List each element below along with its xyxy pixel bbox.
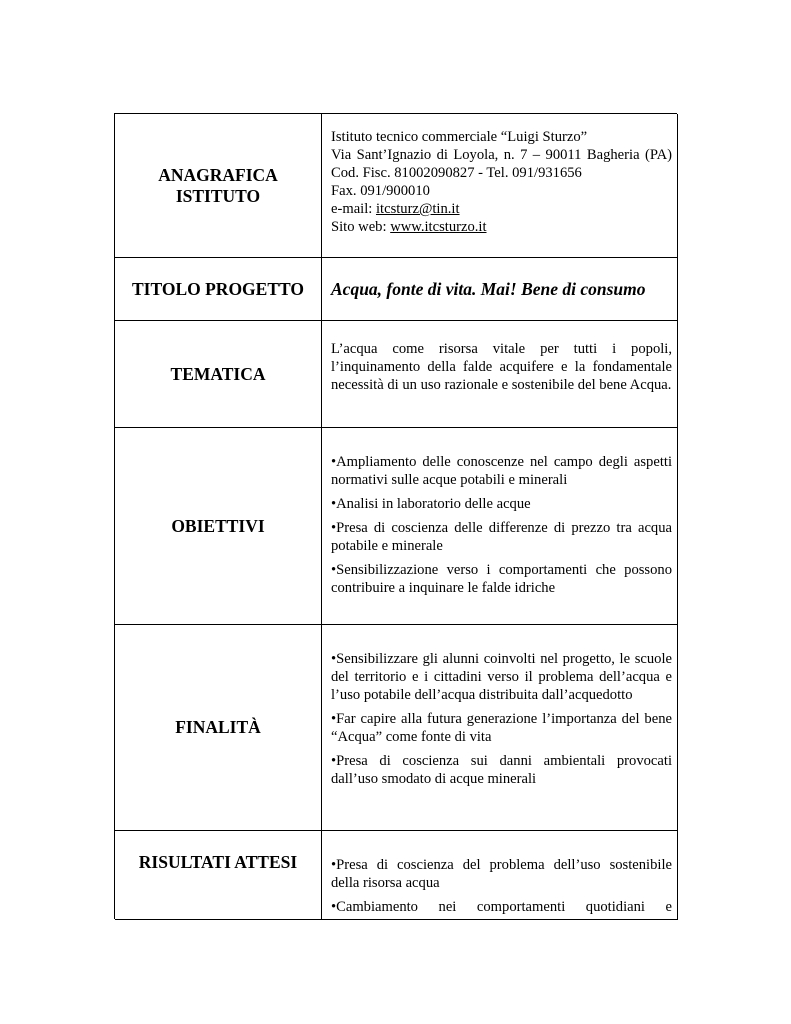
finalita-item: •Sensibilizzare gli alunni coinvolti nel progetto, le scuole del territorio e i cittadini verso il problema dell’acqua e l’uso potabile dell’acqua distribuita dall’acquedotto (331, 651, 672, 703)
finalita-item: •Far capire alla futura generazione l’importanza del bene “Acqua” come fonte di vita (331, 711, 672, 745)
label-finalita: FINALITÀ (115, 625, 322, 830)
label-anagrafica-line1: ANAGRAFICA (158, 164, 278, 185)
risultati-item: •Cambiamento nei comportamenti quotidiani e (331, 899, 672, 915)
content-titolo (322, 258, 678, 320)
label-titolo: TITOLO PROGETTO (115, 258, 322, 320)
content-anagrafica (322, 114, 678, 257)
row-risultati (115, 831, 678, 920)
web-prefix: Sito web: (331, 219, 391, 235)
label-anagrafica (115, 114, 322, 257)
tematica-text: L’acqua come risorsa vitale per tutti i popoli, l’inquinamento della falde acquifere e la fondamentale necessità di un uso razionale e sostenibile del bene Acqua. (331, 341, 672, 393)
content-finalita (322, 625, 678, 830)
risultati-item: •Presa di coscienza del problema dell’uso sostenibile della risorsa acqua (331, 857, 672, 891)
email-link[interactable]: itcsturz@tin.it (375, 201, 460, 217)
project-title: Acqua, fonte di vita. Mai! Bene di consumo (331, 278, 646, 299)
label-tematica: TEMATICA (115, 321, 322, 427)
obiettivi-item: •Ampliamento delle conoscenze nel campo degli aspetti normativi sulle acque potabili e minerali (331, 454, 672, 488)
row-anagrafica (115, 114, 678, 258)
finalita-item: •Presa di coscienza sui danni ambientali provocati dall’uso smodato di acque minerali (331, 753, 672, 787)
content-obiettivi (322, 428, 678, 624)
project-table (114, 113, 677, 919)
content-tematica (322, 321, 678, 427)
label-anagrafica-line2: ISTITUTO (175, 185, 261, 206)
row-tematica (115, 321, 678, 428)
row-obiettivi (115, 428, 678, 625)
label-risultati: RISULTATI ATTESI (115, 831, 322, 919)
row-titolo (115, 258, 678, 321)
content-risultati (322, 831, 678, 919)
obiettivi-item: •Sensibilizzazione verso i comportamenti che possono contribuire a inquinare le falde idriche (331, 562, 672, 596)
web-link[interactable]: www.itcsturzo.it (390, 219, 487, 235)
obiettivi-item: •Presa di coscienza delle differenze di prezzo tra acqua potabile e minerale (331, 520, 672, 554)
row-finalita (115, 625, 678, 831)
label-obiettivi: OBIETTIVI (115, 428, 322, 624)
institute-fax: Fax. 091/900010 (331, 183, 430, 199)
institute-address: Via Sant’Ignazio di Loyola, n. 7 – 90011 Bagheria (PA) Cod. Fisc. 81002090827 - Tel. 091/931656 (331, 147, 672, 181)
institute-name: Istituto tecnico commerciale “Luigi Sturzo” (331, 129, 588, 145)
institute-web-line (331, 218, 672, 236)
institute-email-line (331, 200, 672, 218)
email-prefix: e-mail: (331, 201, 376, 217)
obiettivi-item: •Analisi in laboratorio delle acque (331, 496, 531, 512)
